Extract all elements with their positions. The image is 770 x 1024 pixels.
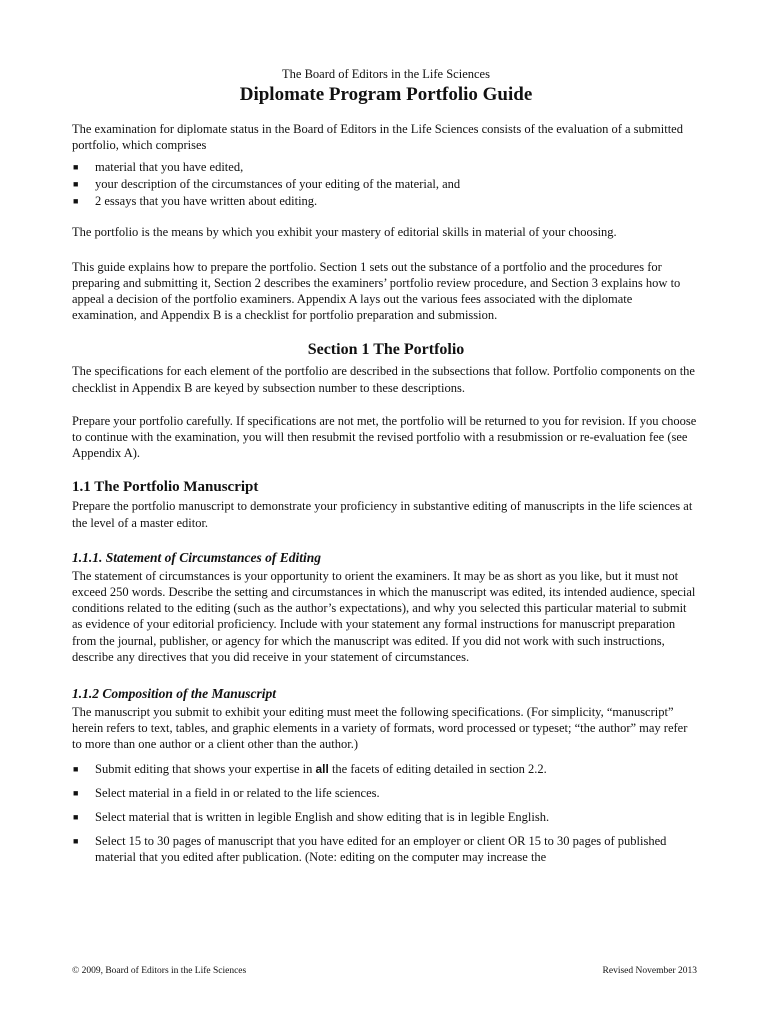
list-item (72, 176, 700, 193)
portfolio-components-list (72, 159, 700, 210)
document-title: Diplomate Program Portfolio Guide (239, 84, 533, 105)
list-item (72, 761, 700, 777)
bullet-icon: ■ (73, 162, 79, 173)
subsection-1-1-1-heading: 1.1.1. Statement of Circumstances of Editing (72, 549, 322, 565)
subsection-1-1-heading: 1.1 The Portfolio Manuscript (72, 479, 259, 496)
list-item (72, 785, 700, 801)
list-item-text: Select material that is written in legible English and show editing that is in legible English. (95, 810, 550, 825)
subsection-1-1-1-paragraph: The statement of circumstances is your opportunity to orient the examiners. It may be as short as you like, but it must not exceed 250 words. Describe the setting and circumstances in which the manuscript was edited, its intended audience, special conditions related to the editing (such as the author’s expectations), and why you selected this particular material to submit as evidence of your editorial proficiency. Include with your statement any formal instructions for manuscript preparation from the journal, publisher, or agency for which the manuscript was edited. If you did not work with such instructions, describe any directives that you did receive in your statement of circumstances. (72, 568, 696, 664)
bullet-icon: ■ (73, 763, 79, 774)
list-item (72, 159, 700, 176)
emphasis-text: all (315, 761, 329, 776)
list-item-text: the facets of editing detailed in section 2.2. (328, 761, 547, 776)
manuscript-specifications-list (72, 761, 700, 866)
guide-overview-paragraph: This guide explains how to prepare the portfolio. Section 1 sets out the substance of a portfolio and the procedures for preparing and submitting it, Section 2 describes the examiners’ portfolio review procedure, and Section 3 explains how to appeal a decision of the portfolio examiners. Appendix A lays out the various fees associated with the diplomate examination, and Appendix B is a checklist for portfolio preparation and submission. (72, 259, 681, 323)
bullet-icon: ■ (73, 787, 79, 798)
list-item (72, 809, 700, 825)
portfolio-purpose-paragraph: The portfolio is the means by which you exhibit your mastery of editorial skills in material of your choosing. (72, 225, 617, 240)
bullet-icon: ■ (73, 196, 79, 207)
list-item-text: material that you have edited, (95, 160, 244, 175)
subsection-1-1-2-heading: 1.1.2 Composition of the Manuscript (72, 686, 277, 702)
revision-date: Revised November 2013 (602, 966, 697, 976)
bullet-icon: ■ (73, 812, 79, 823)
list-item-text: your description of the circumstances of your editing of the material, and (95, 177, 461, 192)
list-item (72, 833, 700, 865)
organization-name: The Board of Editors in the Life Sciences (282, 67, 490, 81)
intro-paragraph: The examination for diplomate status in the Board of Editors in the Life Sciences consists of the evaluation of a submitted portfolio, which comprises (72, 122, 683, 153)
bullet-icon: ■ (73, 179, 79, 190)
bullet-icon: ■ (73, 836, 79, 847)
section-1-heading: Section 1 The Portfolio (307, 341, 465, 359)
document-page (72, 66, 700, 874)
list-item-text: 2 essays that you have written about editing. (95, 194, 318, 209)
section-1-paragraph: The specifications for each element of the portfolio are described in the subsections that follow. Portfolio components on the checklist in Appendix B are keyed by subsection number to these descriptions. (72, 364, 695, 395)
section-1-paragraph: Prepare your portfolio carefully. If specifications are not met, the portfolio will be returned to you for revision. If you choose to continue with the examination, you will then resubmit the revised portfolio with a resubmission or re-evaluation fee (see Appendix A). (72, 413, 697, 461)
list-item-text: Select material in a field in or related to the life sciences. (95, 785, 380, 800)
list-item-text: Submit editing that shows your expertise in (95, 761, 316, 776)
list-item-text: Select 15 to 30 pages of manuscript that you have edited for an employer or client OR 15 to 30 pages of published material that you edited after publication. (Note: editing on the computer may increase the (95, 834, 667, 865)
subsection-1-1-paragraph: Prepare the portfolio manuscript to demonstrate your proficiency in substantive editing of manuscripts in the life sciences at the level of a master editor. (72, 499, 693, 530)
copyright-notice: © 2009, Board of Editors in the Life Sciences (72, 966, 247, 976)
subsection-1-1-2-paragraph: The manuscript you submit to exhibit your editing must meet the following specifications. (For simplicity, “manuscript” herein refers to text, tables, and graphic elements in a variety of formats, word processed or typeset; “the author” may refer to more than one author or a client other than the author.) (72, 705, 688, 752)
list-item (72, 193, 700, 210)
